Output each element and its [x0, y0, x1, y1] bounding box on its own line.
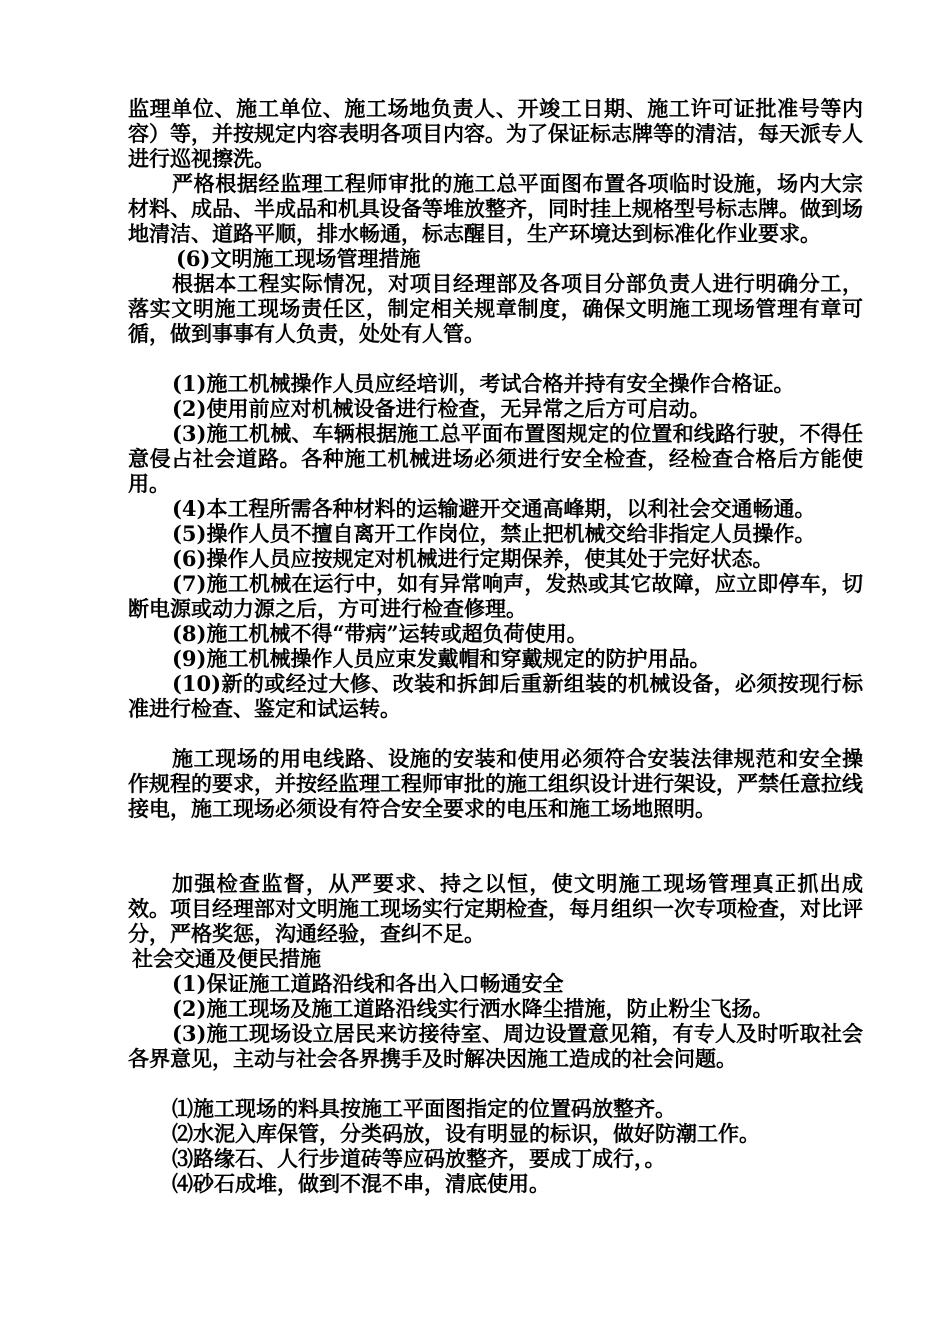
- section-heading-civilized-construction: (6)文明施工现场管理措施: [176, 246, 421, 271]
- paragraph-electricity: 施工现场的用电线路、设施的安装和使用必须符合安装法律规范和安全操作规程的要求，并按经监理工程师审批的施工组织设计进行架设，严禁任意拉线接电，施工现场必须设有符合安全要求的电压和施工场地照明。: [128, 746, 863, 821]
- list-item-materials-3: ⑶路缘石、人行步道砖等应码放整齐，要成丁成行，。: [172, 1146, 666, 1171]
- list-item-machinery-9: (9)施工机械操作人员应束发戴帽和穿戴规定的防护用品。: [172, 646, 711, 671]
- section-heading-traffic: 社会交通及便民措施: [132, 946, 321, 971]
- list-item-machinery-7: (7)施工机械在运行中，如有异常响声，发热或其它故障，应立即停车，切断电源或动力源之后，方可进行检查修理。: [128, 571, 863, 621]
- paragraph-responsibility: 根据本工程实际情况，对项目经理部及各项目分部负责人进行明确分工，落实文明施工现场责任区，制定相关规章制度，确保文明施工现场管理有章可循，做到事事有人负责，处处有人管。: [128, 271, 863, 346]
- list-item-materials-2: ⑵水泥入库保管，分类码放，设有明显的标识，做好防潮工作。: [172, 1121, 760, 1146]
- list-item-materials-4: ⑷砂石成堆，做到不混不串，清底使用。: [172, 1171, 550, 1196]
- paragraph-site-layout: 严格根据经监理工程师审批的施工总平面图布置各项临时设施，场内大宗材料、成品、半成品和机具设备等堆放整齐，同时挂上规格型号标志牌。做到场地清洁、道路平顺，排水畅通，标志醒目，生产环境达到标准化作业要求。: [128, 171, 863, 246]
- document-body: [128, 96, 863, 1196]
- list-item-machinery-1: (1)施工机械操作人员应经培训，考试合格并持有安全操作合格证。: [172, 371, 795, 396]
- list-item-machinery-2: (2)使用前应对机械设备进行检查，无异常之后方可启动。: [172, 396, 711, 421]
- list-item-machinery-5: (5)操作人员不擅自离开工作岗位，禁止把机械交给非指定人员操作。: [172, 521, 816, 546]
- blank-line: [128, 346, 863, 371]
- paragraph-signboard-contents: 监理单位、施工单位、施工场地负责人、开竣工日期、施工许可证批准号等内容）等，并按规定内容表明各项目内容。为了保证标志牌等的清洁，每天派专人进行巡视擦洗。: [128, 96, 863, 171]
- blank-line: [128, 721, 863, 746]
- list-item-machinery-8: (8)施工机械不得“带病”运转或超负荷使用。: [172, 621, 588, 646]
- list-item-traffic-3: (3)施工现场设立居民来访接待室、周边设置意见箱，有专人及时听取社会各界意见，主动与社会各界携手及时解决因施工造成的社会问题。: [128, 1021, 863, 1071]
- blank-line: [128, 1071, 863, 1096]
- list-item-machinery-4: (4)本工程所需各种材料的运输避开交通高峰期，以利社会交通畅通。: [172, 496, 816, 521]
- list-item-machinery-6: (6)操作人员应按规定对机械进行定期保养，使其处于完好状态。: [172, 546, 774, 571]
- list-item-machinery-10: (10)新的或经过大修、改装和拆卸后重新组装的机械设备，必须按现行标准进行检查、鉴定和试运转。: [128, 671, 863, 721]
- paragraph-inspection: 加强检查监督，从严要求、持之以恒，使文明施工现场管理真正抓出成效。项目经理部对文明施工现场实行定期检查，每月组织一次专项检查，对比评分，严格奖惩，沟通经验，查纠不足。: [128, 871, 863, 946]
- list-item-traffic-1: (1)保证施工道路沿线和各出入口畅通安全: [172, 971, 564, 996]
- blank-line: [128, 821, 863, 871]
- list-item-materials-1: ⑴施工现场的料具按施工平面图指定的位置码放整齐。: [172, 1096, 676, 1121]
- list-item-machinery-3: (3)施工机械、车辆根据施工总平面布置图规定的位置和线路行驶，不得任意侵占社会道路。各种施工机械进场必须进行安全检查，经检查合格后方能使用。: [128, 421, 863, 496]
- list-item-traffic-2: (2)施工现场及施工道路沿线实行洒水降尘措施，防止粉尘飞扬。: [172, 996, 774, 1021]
